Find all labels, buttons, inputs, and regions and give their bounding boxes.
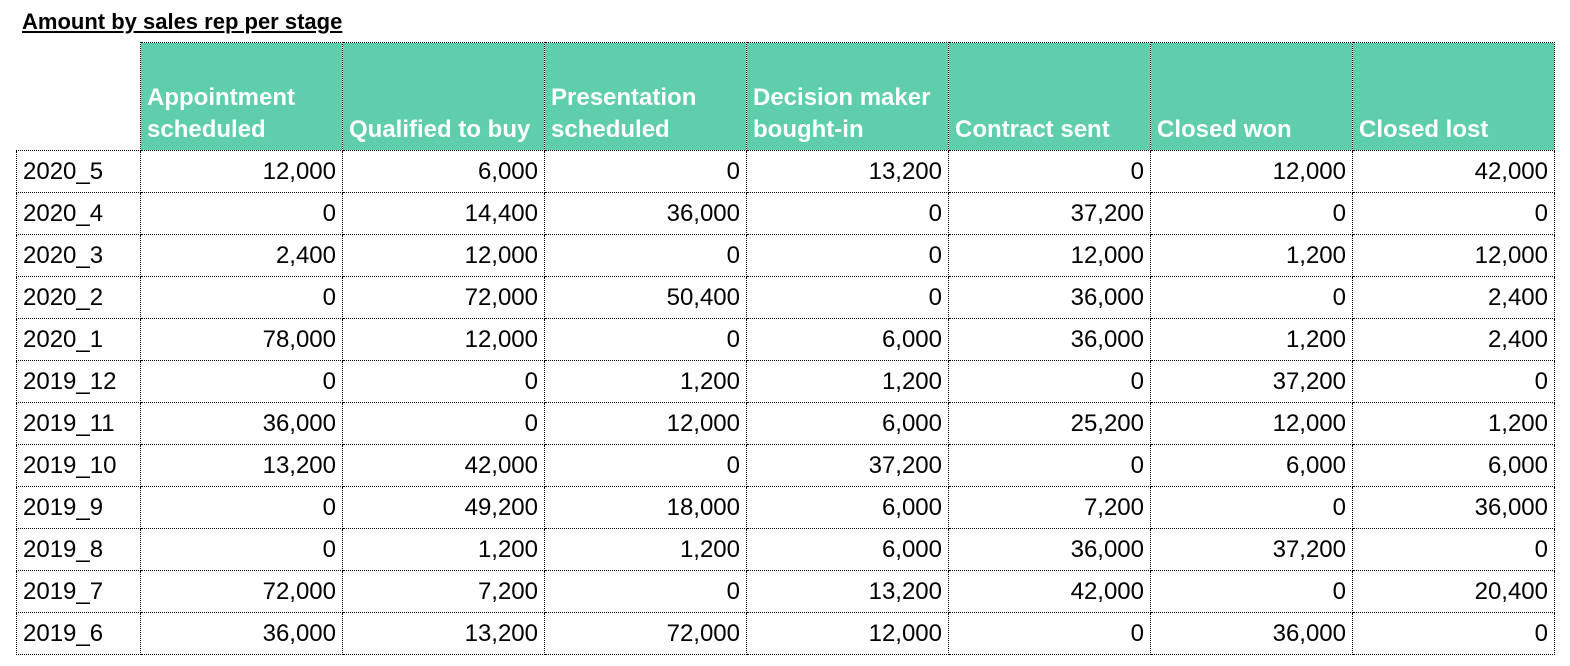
- column-header[interactable]: Decision maker bought-in: [747, 43, 949, 151]
- row-label-cell[interactable]: 2019_7: [17, 571, 141, 613]
- value-cell[interactable]: 36,000: [545, 193, 747, 235]
- table-row: [17, 151, 1555, 193]
- value-cell[interactable]: 0: [545, 319, 747, 361]
- table-row: [17, 445, 1555, 487]
- value-cell[interactable]: 0: [545, 445, 747, 487]
- value-cell[interactable]: 0: [343, 403, 545, 445]
- row-label-cell[interactable]: 2020_5: [17, 151, 141, 193]
- row-label-cell[interactable]: 2019_10: [17, 445, 141, 487]
- value-cell[interactable]: 12,000: [949, 235, 1151, 277]
- value-cell[interactable]: 0: [747, 193, 949, 235]
- value-cell[interactable]: 0: [1151, 277, 1353, 319]
- value-cell[interactable]: 1,200: [747, 361, 949, 403]
- value-cell[interactable]: 50,400: [545, 277, 747, 319]
- row-label-cell[interactable]: 2020_4: [17, 193, 141, 235]
- row-label-cell[interactable]: 2019_9: [17, 487, 141, 529]
- row-label-cell[interactable]: 2020_2: [17, 277, 141, 319]
- value-cell[interactable]: 14,400: [343, 193, 545, 235]
- corner-cell: [17, 43, 141, 151]
- row-label-cell[interactable]: 2019_8: [17, 529, 141, 571]
- column-header[interactable]: Closed lost: [1353, 43, 1555, 151]
- value-cell[interactable]: 1,200: [1151, 235, 1353, 277]
- value-cell[interactable]: 6,000: [747, 487, 949, 529]
- value-cell[interactable]: 7,200: [343, 571, 545, 613]
- value-cell[interactable]: 0: [1151, 571, 1353, 613]
- value-cell[interactable]: 2,400: [1353, 277, 1555, 319]
- table-row: [17, 529, 1555, 571]
- value-cell[interactable]: 72,000: [343, 277, 545, 319]
- value-cell[interactable]: 6,000: [747, 403, 949, 445]
- value-cell[interactable]: 0: [141, 277, 343, 319]
- value-cell[interactable]: 0: [1353, 193, 1555, 235]
- table-row: [17, 277, 1555, 319]
- value-cell[interactable]: 6,000: [1151, 445, 1353, 487]
- value-cell[interactable]: 7,200: [949, 487, 1151, 529]
- value-cell[interactable]: 37,200: [1151, 361, 1353, 403]
- value-cell[interactable]: 0: [141, 361, 343, 403]
- value-cell[interactable]: 0: [545, 151, 747, 193]
- table-row: [17, 319, 1555, 361]
- value-cell[interactable]: 13,200: [343, 613, 545, 655]
- table-row: [17, 403, 1555, 445]
- row-label-cell[interactable]: 2019_6: [17, 613, 141, 655]
- value-cell[interactable]: 0: [1353, 361, 1555, 403]
- value-cell[interactable]: 12,000: [545, 403, 747, 445]
- table-row: [17, 487, 1555, 529]
- value-cell[interactable]: 25,200: [949, 403, 1151, 445]
- value-cell[interactable]: 6,000: [1353, 445, 1555, 487]
- column-header[interactable]: Qualified to buy: [343, 43, 545, 151]
- table-title: Amount by sales rep per stage: [22, 9, 343, 34]
- value-cell[interactable]: 37,200: [747, 445, 949, 487]
- value-cell[interactable]: 0: [1353, 529, 1555, 571]
- value-cell[interactable]: 0: [545, 235, 747, 277]
- value-cell[interactable]: 6,000: [747, 529, 949, 571]
- value-cell[interactable]: 37,200: [1151, 529, 1353, 571]
- value-cell[interactable]: 36,000: [1151, 613, 1353, 655]
- column-header[interactable]: Contract sent: [949, 43, 1151, 151]
- row-label-cell[interactable]: 2020_3: [17, 235, 141, 277]
- value-cell[interactable]: 42,000: [1353, 151, 1555, 193]
- value-cell[interactable]: 36,000: [949, 277, 1151, 319]
- table-row: [17, 361, 1555, 403]
- value-cell[interactable]: 0: [1353, 613, 1555, 655]
- value-cell[interactable]: 0: [747, 235, 949, 277]
- value-cell[interactable]: 12,000: [747, 613, 949, 655]
- value-cell[interactable]: 0: [343, 361, 545, 403]
- value-cell[interactable]: 0: [141, 487, 343, 529]
- row-label-cell[interactable]: 2020_1: [17, 319, 141, 361]
- value-cell[interactable]: 12,000: [141, 151, 343, 193]
- value-cell[interactable]: 0: [141, 529, 343, 571]
- row-label-cell[interactable]: 2019_12: [17, 361, 141, 403]
- value-cell[interactable]: 20,400: [1353, 571, 1555, 613]
- value-cell[interactable]: 1,200: [1353, 403, 1555, 445]
- table-row: [17, 193, 1555, 235]
- value-cell[interactable]: 49,200: [343, 487, 545, 529]
- table-row: [17, 571, 1555, 613]
- value-cell[interactable]: 1,200: [343, 529, 545, 571]
- table-row: [17, 613, 1555, 655]
- table-row: [17, 235, 1555, 277]
- value-cell[interactable]: 0: [141, 193, 343, 235]
- value-cell[interactable]: 1,200: [545, 529, 747, 571]
- value-cell[interactable]: 13,200: [747, 151, 949, 193]
- value-cell[interactable]: 6,000: [747, 319, 949, 361]
- value-cell[interactable]: 0: [747, 277, 949, 319]
- value-cell[interactable]: 0: [949, 445, 1151, 487]
- value-cell[interactable]: 12,000: [1151, 403, 1353, 445]
- value-cell[interactable]: 72,000: [141, 571, 343, 613]
- value-cell[interactable]: 36,000: [949, 319, 1151, 361]
- value-cell[interactable]: 12,000: [1353, 235, 1555, 277]
- value-cell[interactable]: 36,000: [141, 613, 343, 655]
- column-header[interactable]: Closed won: [1151, 43, 1353, 151]
- value-cell[interactable]: 1,200: [1151, 319, 1353, 361]
- value-cell[interactable]: 78,000: [141, 319, 343, 361]
- value-cell[interactable]: 0: [1151, 487, 1353, 529]
- value-cell[interactable]: 13,200: [141, 445, 343, 487]
- value-cell[interactable]: 1,200: [545, 361, 747, 403]
- value-cell[interactable]: 12,000: [343, 235, 545, 277]
- value-cell[interactable]: 2,400: [1353, 319, 1555, 361]
- data-table: [16, 42, 1555, 655]
- value-cell[interactable]: 0: [949, 151, 1151, 193]
- row-label-cell[interactable]: 2019_11: [17, 403, 141, 445]
- value-cell[interactable]: 12,000: [343, 319, 545, 361]
- header-row: [17, 43, 1555, 151]
- value-cell[interactable]: 0: [949, 361, 1151, 403]
- value-cell[interactable]: 18,000: [545, 487, 747, 529]
- value-cell[interactable]: 0: [1151, 193, 1353, 235]
- value-cell[interactable]: 36,000: [141, 403, 343, 445]
- value-cell[interactable]: 72,000: [545, 613, 747, 655]
- value-cell[interactable]: 2,400: [141, 235, 343, 277]
- value-cell[interactable]: 42,000: [343, 445, 545, 487]
- value-cell[interactable]: 37,200: [949, 193, 1151, 235]
- value-cell[interactable]: 36,000: [1353, 487, 1555, 529]
- column-header[interactable]: Appointment scheduled: [141, 43, 343, 151]
- value-cell[interactable]: 6,000: [343, 151, 545, 193]
- value-cell[interactable]: 13,200: [747, 571, 949, 613]
- value-cell[interactable]: 0: [545, 571, 747, 613]
- value-cell[interactable]: 42,000: [949, 571, 1151, 613]
- value-cell[interactable]: 12,000: [1151, 151, 1353, 193]
- column-header[interactable]: Presentation scheduled: [545, 43, 747, 151]
- value-cell[interactable]: 0: [949, 613, 1151, 655]
- value-cell[interactable]: 36,000: [949, 529, 1151, 571]
